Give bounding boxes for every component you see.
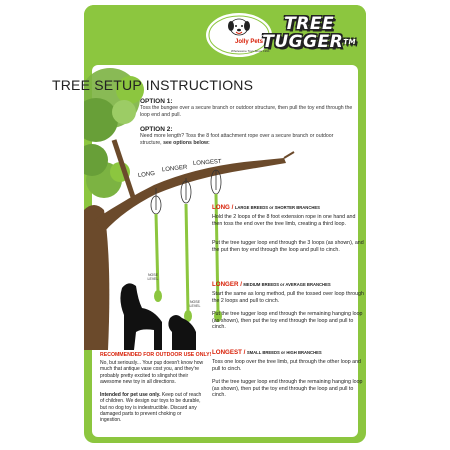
nose-level-large: NOSE LEVEL [147,273,159,281]
recommended-title: RECOMMENDED FOR OUTDOOR USE ONLY! [100,352,212,358]
longest-text-2: Put the tree tugger loop end through the remaining hanging loop (as shown), then put the toy end through the loop and pull to cinch. [212,379,363,399]
option1-text: Toss the bungee over a secure branch or outdoor structure, then pull the toy end through the loop end and pull. [140,105,353,118]
recommended-text-1: No, but seriously... Your pup doesn't know how much that antique vase cost you, and they're probably pretty excited to slingshot their awesome new toy in all directions. [100,360,204,385]
long-text-1: Hold the 2 loops of the 8 foot extension rope in one hand and then toss the end over the tree limb, creating a third loop. [212,214,356,227]
logo-text: Jolly Pets [235,39,264,45]
recommended-text-2: Intended for pet use only. Keep out of reach of children. We design our toys to be durable, but no dog toy is indestructible. Discard any damaged parts to prevent choking or ingestion. [100,392,202,424]
label-longest: LONGEST [192,159,222,167]
nose-level-small: NOSE LEVEL [189,300,201,308]
longest-heading: LONGEST / SMALL BREEDS or HIGH BRANCHES [212,349,322,356]
product-title [262,15,356,51]
title-line-2: TUGGER™ [262,32,356,52]
longer-heading: LONGER / MEDIUM BREEDS or AVERAGE BRANCHES [212,281,331,288]
longest-text-1: Toss one loop over the tree limb, put through the other loop and pull to cinch. [212,359,361,372]
logo-tagline: Wholesome Toys Since 1991 [231,49,270,53]
label-long: LONG [137,170,156,180]
option2-title: OPTION 2: [140,126,173,133]
long-heading: LONG / LARGE BREEDS or SHORTER BRANCHES [212,204,320,211]
page-heading: TREE SETUP INSTRUCTIONS [52,77,254,93]
label-longer: LONGER [161,164,188,174]
title-line-1: TREE [284,14,335,34]
longer-text-1: Start the same as long method, pull the tossed over loop through the 2 loops and pull to cinch. [212,291,364,304]
option1-title: OPTION 1: [140,98,173,105]
option2-text: Need more length? Toss the 8 foot attachment rope over a secure branch or outdoor structure, see options below: [140,133,334,146]
longer-text-2: Put the tree tugger loop end through the remaining hanging loop (as shown), then put the toy end through the loop and pull to cinch. [212,311,363,331]
long-text-2: Put the tree tugger loop end through the 3 loops (as shown), and the put then toy end through the loop and pull to cinch. [212,240,364,253]
